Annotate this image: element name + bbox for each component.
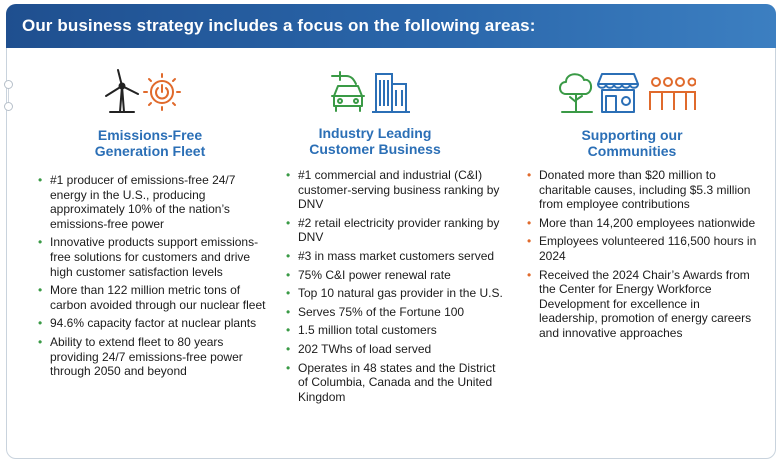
column-1-title-line-1: Emissions-Free [97,127,203,143]
header-title: Our business strategy includes a focus on the following areas: [22,16,536,35]
list-item: • Donated more than $20 million to charitable causes, including $5.3 million from employee contributions [525,168,760,212]
column-1-list [36,173,268,383]
column-2-title [280,125,470,157]
tree-icon [556,68,696,116]
column-3-list [525,168,760,345]
column-2-list [284,168,504,408]
sun-power-icon [144,74,180,110]
list-item: • #2 retail electricity provider ranking by DNV [284,216,504,245]
list-item: • Received the 2024 Chair’s Awards from the Center for Energy Workforce Development for excellence in leadership, promotion of energy careers and innovative approaches [525,268,760,341]
column-1-title [55,127,245,159]
list-item: • More than 122 million metric tons of carbon avoided through our nuclear fleet [36,283,268,312]
column-2-icons [326,66,416,126]
column-1-icons [100,66,190,126]
list-item: • #3 in mass market customers served [284,249,504,264]
list-item: • Serves 75% of the Fortune 100 [284,305,504,320]
storefront-icon [598,74,638,112]
list-item: • Innovative products support emissions- free solutions for customers and drive high customer satisfaction levels [36,235,268,279]
column-1-title-line-2: Generation Fleet [94,143,206,159]
wind-turbine-icon [100,66,190,116]
list-item: • Operates in 48 states and the District of Columbia, Canada and the United Kingdom [284,361,504,405]
gutter-dot-top [4,80,13,89]
list-item: • More than 14,200 employees nationwide [525,216,760,231]
column-3-title-line-1: Supporting our [581,127,683,143]
column-3-icons [556,68,696,128]
column-2-title-line-1: Industry Leading [318,125,432,141]
list-item: • 1.5 million total customers [284,323,504,338]
header-bar [6,4,776,48]
electric-car-icon [326,66,416,116]
office-building-icon [372,74,410,112]
column-2-title-line-2: Customer Business [309,141,441,157]
list-item: • #1 producer of emissions-free 24/7 energy in the U.S., producing approximately 10% of the nation’s emissions-free power [36,173,268,231]
list-item: • 94.6% capacity factor at nuclear plants [36,316,268,331]
column-3-title-line-2: Communities [587,143,677,159]
list-item: • Top 10 natural gas provider in the U.S. [284,286,504,301]
column-3-title [537,127,727,159]
list-item: • #1 commercial and industrial (C&I) customer-serving business ranking by DNV [284,168,504,212]
people-group-icon [650,78,696,110]
list-item: • Ability to extend fleet to 80 years providing 24/7 emissions-free power through 2050 and beyond [36,335,268,379]
list-item: • Employees volunteered 116,500 hours in 2024 [525,234,760,263]
list-item: • 75% C&I power renewal rate [284,268,504,283]
gutter-dot-bottom [4,102,13,111]
list-item: • 202 TWhs of load served [284,342,504,357]
